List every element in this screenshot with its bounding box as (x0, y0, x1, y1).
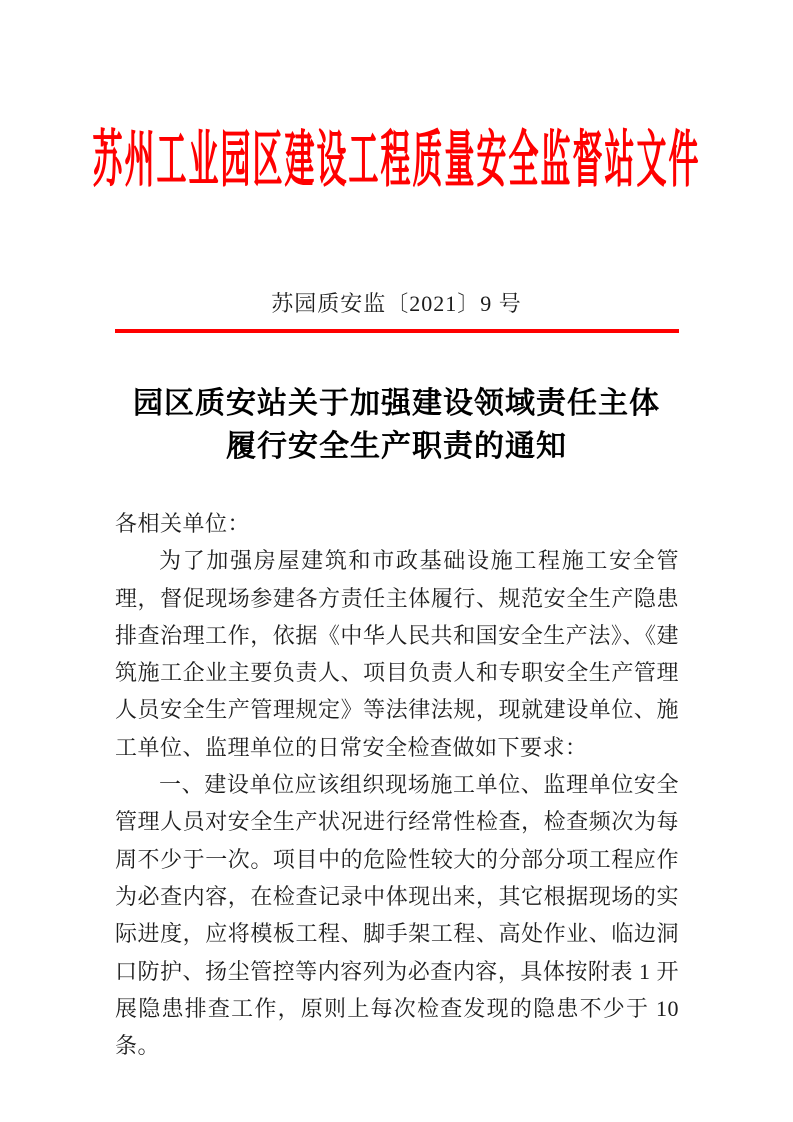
document-number: 苏园质安监〔2021〕9 号 (271, 291, 522, 316)
body-paragraph-2: 一、建设单位应该组织现场施工单位、监理单位安全管理人员对安全生产状况进行经常性检查，检查频次为每周不少于一次。项目中的危险性较大的分部分项工程应作为必查内容，在检查记录中体现出来，其它根据现场的实际进度，应将模板工程、脚手架工程、高处作业、临边洞口防护、扬尘管控等内容列为必查内容，具体按附表 1 开展隐患排查工作，原则上每次检查发现的隐患不少于 10 条。 (115, 772, 679, 1059)
document-title-line-1: 园区质安站关于加强建设领域责任主体 (133, 387, 660, 420)
salutation: 各相关单位： (115, 511, 251, 536)
document-body (115, 505, 679, 1064)
body-paragraph-1: 为了加强房屋建筑和市政基础设施工程施工安全管理，督促现场参建各方责任主体履行、规范安全生产隐患排查治理工作，依据《中华人民共和国安全生产法》、《建筑施工企业主要负责人、项目负责人和专职安全生产管理人员安全生产管理规定》等法律法规，现就建设单位、施工单位、监理单位的日常安全检查做如下要求： (115, 548, 679, 760)
letterhead-title: 苏州工业园区建设工程质量安全监督站文件 (92, 127, 701, 195)
document-title (0, 382, 793, 468)
document-title-line-2: 履行安全生产职责的通知 (226, 430, 567, 463)
letterhead-banner (0, 104, 793, 204)
red-divider-rule (115, 329, 679, 333)
